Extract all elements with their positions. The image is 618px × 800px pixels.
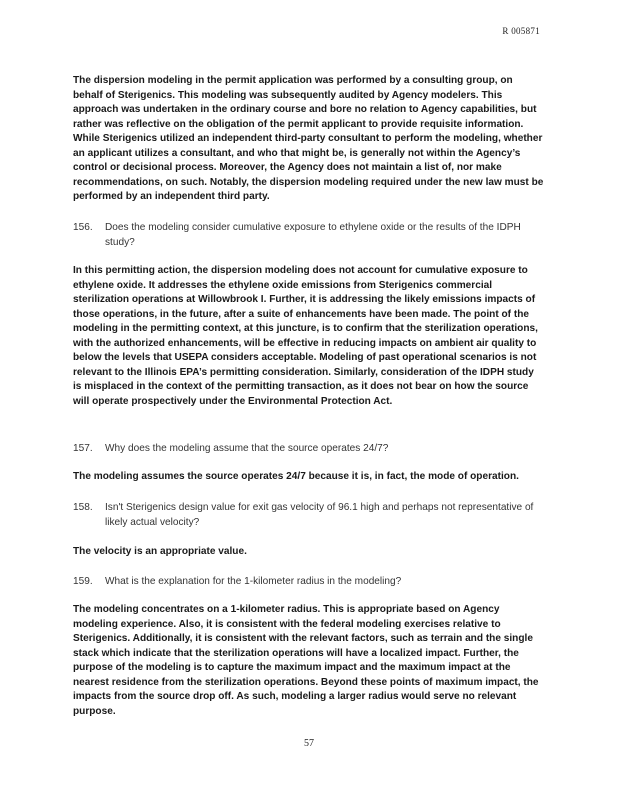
bates-number: R 005871 — [502, 26, 540, 36]
page-number: 57 — [304, 738, 314, 749]
question-158 — [73, 501, 545, 530]
answer-157: The modeling assumes the source operates 24/7 because it is, in fact, the mode of operation. — [73, 471, 519, 482]
question-157 — [73, 442, 545, 457]
answer-159: The modeling concentrates on a 1-kilometer radius. This is appropriate based on Agency modeling experience. Also, it is consistent with the federal modeling exercises relative to Sterigenics. Additionally, it is consistent with the relevant factors, such as terrain and the single stack which indicate that the sterilization operations will have a localized impact. Further, the purpose of the modeling is to capture the maximum impact and the maximum impact at the nearest residence from the sterilization operations. Beyond these points of maximum impact, the impacts from the source drop off. As such, modeling a larger radius would serve no relevant purpose. — [73, 604, 539, 717]
question-number: 158. — [73, 502, 93, 513]
question-text: Does the modeling consider cumulative exposure to ethylene oxide or the results of the IDPH study? — [105, 222, 521, 248]
answer-158: The velocity is an appropriate value. — [73, 546, 247, 557]
question-text: Isn't Sterigenics design value for exit gas velocity of 96.1 high and perhaps not representative of likely actual velocity? — [105, 502, 534, 528]
question-number: 159. — [73, 576, 93, 587]
question-number: 156. — [73, 222, 93, 233]
question-text: Why does the modeling assume that the source operates 24/7? — [105, 443, 389, 454]
question-156 — [73, 221, 545, 250]
question-text: What is the explanation for the 1-kilometer radius in the modeling? — [105, 576, 402, 587]
question-159 — [73, 575, 545, 590]
question-number: 157. — [73, 443, 93, 454]
answer-156: In this permitting action, the dispersion modeling does not account for cumulative exposure to ethylene oxide. It addresses the ethylene oxide emissions from Sterigenics commercial sterilization operations at Willowbrook I. Further, it is addressing the likely emissions impacts of those operations, in the future, after a suite of enhancements have been made. The point of the modeling in the permitting context, at this juncture, is to confirm that the sterilization operations, with the authorized enhancements, will be effective in reducing impacts on ambient air quality to below the levels that USEPA considers acceptable. Modeling of past operational scenarios is not relevant to the Illinois EPA’s permitting consideration. Similarly, consideration of the IDPH study is misplaced in the context of the permitting transaction, as it does not bear on how the source will operate prospectively under the Environmental Protection Act. — [73, 265, 538, 407]
intro-answer-paragraph: The dispersion modeling in the permit application was performed by a consulting group, on behalf of Sterigenics. This modeling was subsequently audited by Agency modelers. This approach was undertaken in the ordinary course and bore no relation to Agency capabilities, but rather was reflective on the obligation of the permit applicant to provide requisite information. While Sterigenics utilized an independent third-party consultant to perform the modeling, whether an applicant utilizes a consultant, and who that might be, is generally not within the Agency’s control or decisional process. Moreover, the Agency does not maintain a list of, nor make recommendations, on such. Notably, the dispersion modeling required under the new law must be performed by an independent third party. — [73, 75, 544, 202]
